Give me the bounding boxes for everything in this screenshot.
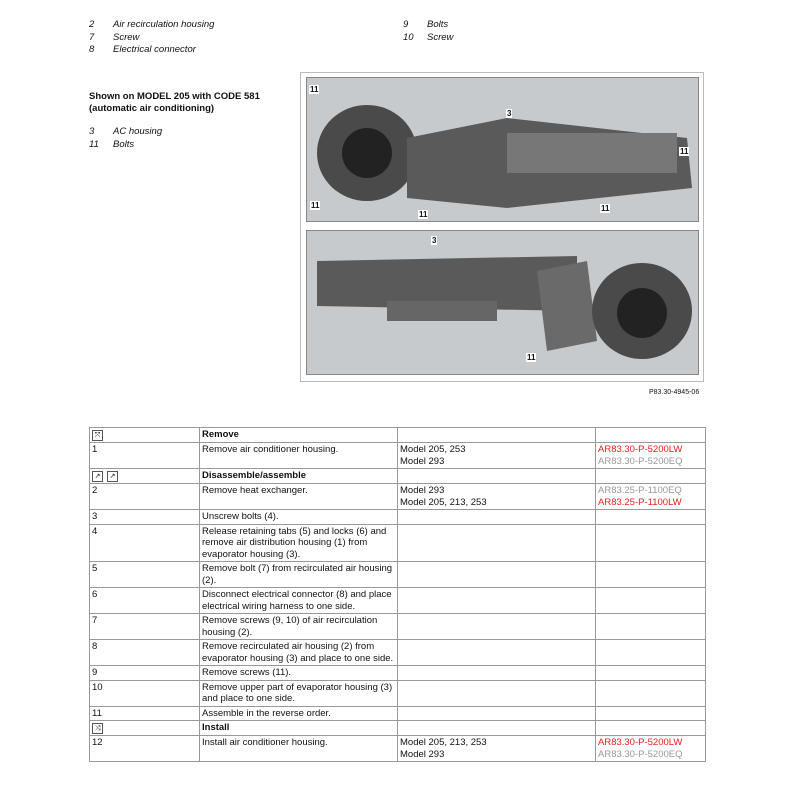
legend-text: Screw [113,31,140,43]
step-number: 2 [92,485,98,496]
remove-icon: ⤧ [92,430,103,441]
section-heading: Install [202,722,230,733]
step-text: Remove screws (11). [202,667,292,678]
document-reference-link[interactable]: AR83.30-P-5200EQ [598,748,683,760]
legend-number: 2 [89,19,95,30]
step-number: 6 [92,589,98,600]
table-row [90,562,706,588]
step-number: 11 [92,707,102,719]
callout: 11 [419,210,428,219]
table-row [90,736,706,762]
table-row [90,484,706,510]
step-number: 12 [92,737,103,748]
table-row [90,524,706,562]
legend-number: 7 [89,31,95,43]
legend-text: Screw [427,31,454,43]
document-reference-link[interactable]: AR83.25-P-1100LW [598,496,682,508]
disassemble-assemble-icon: ↗ [107,471,118,482]
legend-item [89,126,162,139]
step-number: 10 [92,681,103,693]
table-row [90,666,706,681]
figure-caption: P83.30-4945-06 [649,389,700,396]
step-text: Remove screws (9, 10) of air recirculation housing (2). [202,615,378,638]
section-heading: Remove [202,429,239,440]
legend-text: Bolts [427,19,449,30]
step-text: Disconnect electrical connector (8) and place electrical wiring harness to one side. [202,589,392,612]
table-row [90,721,706,736]
procedure-table [89,427,706,762]
table-row [90,428,706,443]
document-reference-link[interactable]: AR83.30-P-5200LW [598,444,683,455]
model-applicability: Model 293 [400,748,445,760]
legend-mid [89,126,162,151]
step-number: 3 [92,511,98,522]
callout: 11 [311,201,320,210]
model-note: Shown on MODEL 205 with CODE 581 (automatic air conditioning) [89,91,260,114]
step-text: Remove recirculated air housing (2) from evaporator housing (3) and place to one side. [202,641,394,664]
model-applicability: Model 205, 253 [400,444,466,455]
disassemble-assemble-icon: ↗ [92,471,103,482]
legend-item [403,19,453,32]
legend-number: 10 [403,31,414,43]
legend-text: Bolts [113,138,135,150]
step-text: Install air conditioner housing. [202,737,328,748]
legend-item [89,139,162,152]
step-number: 5 [92,563,98,574]
section-heading: Disassemble/assemble [202,470,307,481]
photo-ac-housing-bottom [306,230,699,375]
step-number: 9 [92,667,98,678]
step-text: Remove air conditioner housing. [202,444,339,455]
table-row [90,706,706,721]
model-applicability: Model 205, 213, 253 [400,496,487,508]
legend-number: 8 [89,44,95,55]
step-text: Remove heat exchanger. [202,485,308,496]
document-reference-link[interactable]: AR83.30-P-5200EQ [598,455,683,467]
callout: 11 [527,353,536,362]
document-reference-link[interactable]: AR83.30-P-5200LW [598,737,683,748]
callout: 11 [601,204,610,213]
legend-item [89,32,214,45]
table-row [90,510,706,525]
model-applicability: Model 293 [400,455,445,467]
step-text: Release retaining tabs (5) and locks (6) and remove air distribution housing (1) from evaporator housing (3). [202,525,387,560]
photo-ac-housing-top [306,77,699,222]
step-number: 4 [92,525,98,537]
callout: 11 [680,147,689,156]
legend-number: 3 [89,126,95,137]
legend-item [89,19,214,32]
legend-text: AC housing [113,126,163,137]
document-reference-link[interactable]: AR83.25-P-1100EQ [598,485,682,496]
legend-text: Air recirculation housing [113,19,215,30]
callout: 11 [310,85,319,94]
table-row [90,588,706,614]
install-icon: ⤨ [92,723,103,734]
step-text: Remove bolt (7) from recirculated air housing (2). [202,563,393,586]
step-number: 8 [92,641,98,652]
legend-number: 9 [403,19,409,30]
model-applicability: Model 293 [400,485,445,496]
step-number: 7 [92,615,98,626]
legend-top-left [89,19,214,57]
figure-frame [300,72,704,382]
table-row [90,680,706,706]
legend-item [89,44,214,57]
step-number: 1 [92,444,98,455]
table-row [90,640,706,666]
table-row [90,614,706,640]
model-applicability: Model 205, 213, 253 [400,737,487,748]
callout: 3 [432,236,437,245]
step-text: Remove upper part of evaporator housing (3) and place to one side. [202,681,393,704]
callout: 3 [507,109,512,118]
step-text: Assemble in the reverse order. [202,707,331,719]
legend-top-right [403,19,453,44]
table-row [90,469,706,484]
table-row [90,443,706,469]
legend-number: 11 [89,138,99,150]
step-text: Unscrew bolts (4). [202,511,279,522]
legend-text: Electrical connector [113,44,196,55]
legend-item [403,32,453,45]
